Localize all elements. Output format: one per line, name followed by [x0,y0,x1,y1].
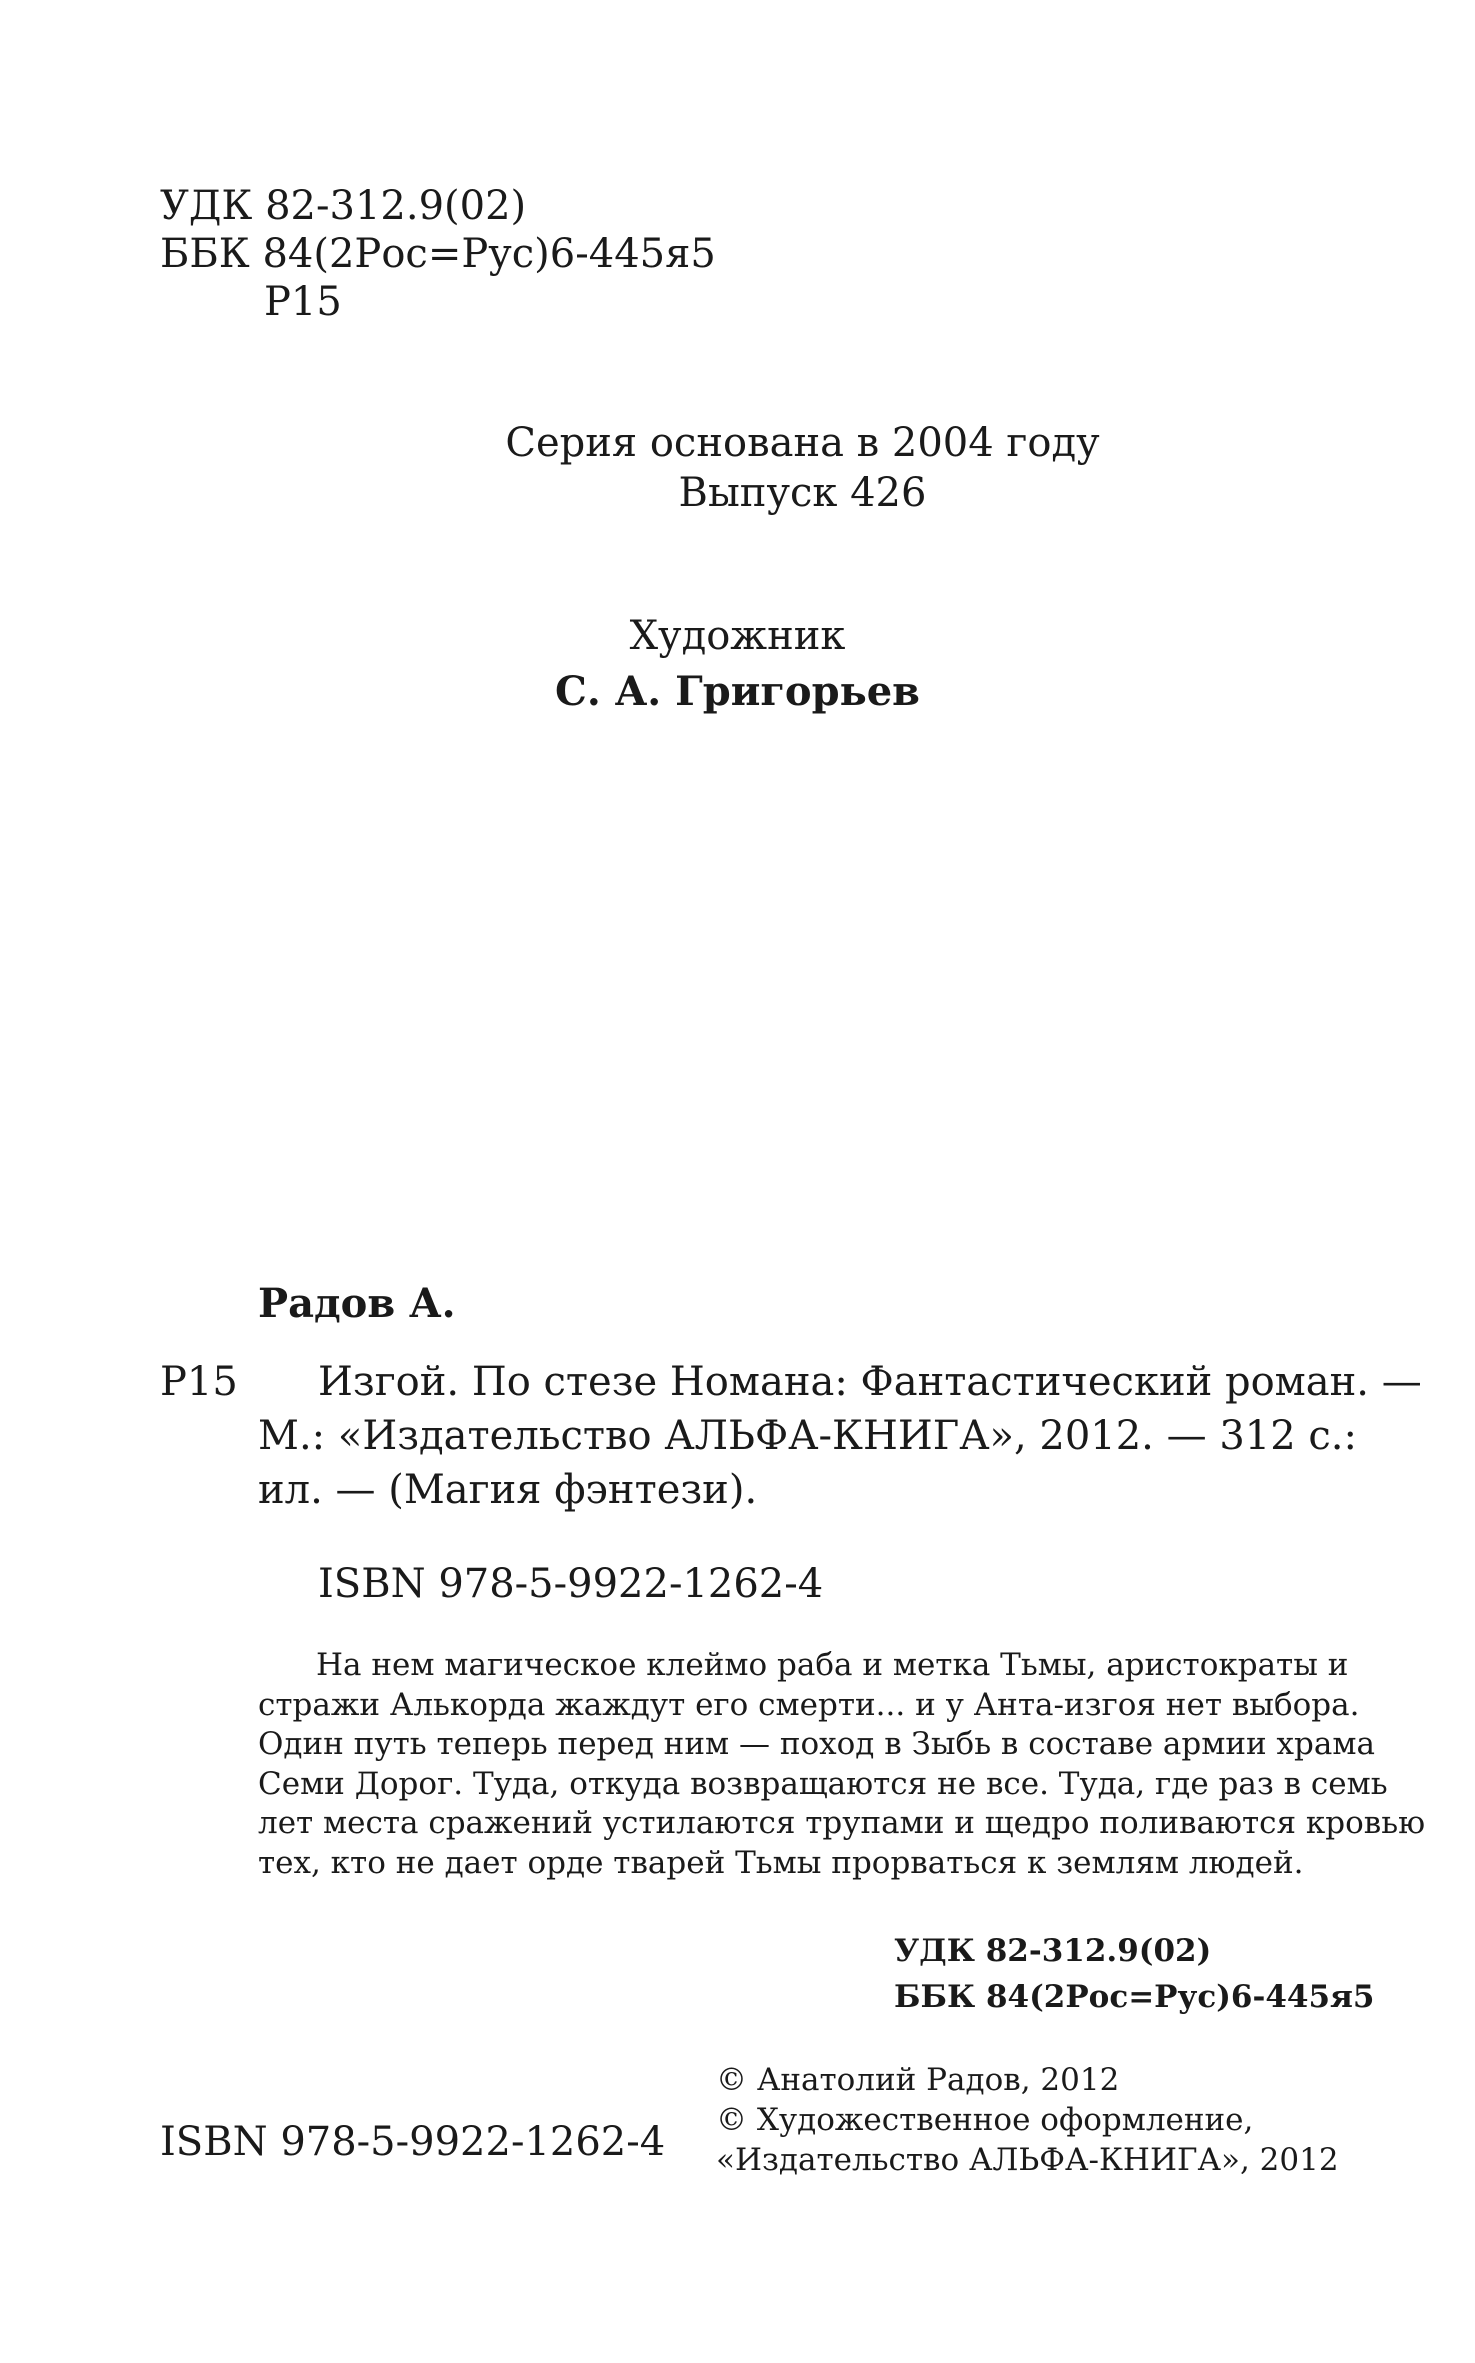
series-founded: Серия основана в 2004 году [505,420,1100,466]
copyright-publisher: «Издательство АЛЬФА-КНИГА», 2012 [716,2142,1339,2178]
copyright-design: © Художественное оформление, [716,2102,1254,2138]
annotation [258,1646,1426,1883]
udk-code-bottom: УДК 82-312.9(02) [894,1933,1212,1969]
udk-code: УДК 82-312.9(02) [160,183,527,229]
bbk-code-bottom: ББК 84(2Рос=Рус)6-445я5 [894,1979,1375,2015]
annotation-line: тех, кто не дает орде тварей Тьмы прорваться к землям людей. [258,1844,1304,1881]
description-line: М.: «Издательство АЛЬФА-КНИГА», 2012. — 312 с.: [258,1413,1357,1459]
top-classification-block [160,182,716,326]
bottom-classification-block [894,1928,1375,2020]
copyright-author: © Анатолий Радов, 2012 [716,2062,1120,2098]
author-sign: Р15 [264,279,342,325]
series-issue: Выпуск 426 [678,470,927,516]
bbk-code: ББК 84(2Рос=Рус)6-445я5 [160,231,716,277]
artist-name: С. А. Григорьев [555,668,920,715]
catalog-isbn: ISBN 978-5-9922-1262-4 [318,1561,824,1607]
description-line: ил. — (Магия фэнтези). [258,1467,758,1513]
catalog-author: Радов А. [258,1280,456,1327]
annotation-line: стражи Алькорда жаждут его смерти... и у Анта-изгоя нет выбора. [258,1686,1360,1723]
artist-credit [0,608,1475,720]
artist-label: Художник [629,613,846,659]
catalog-description [258,1355,1422,1517]
catalog-code: Р15 [160,1359,238,1405]
annotation-line: Один путь теперь перед ним — поход в Зыбь в составе армии храма [258,1726,1375,1762]
copyright-block [716,2060,1339,2180]
series-info [0,418,1475,518]
description-line: Изгой. По стезе Номана: Фантастический роман. — [318,1359,1422,1405]
annotation-line: Семи Дорог. Туда, откуда возвращаются не все. Туда, где раз в семь [258,1765,1388,1802]
annotation-line: лет места сражений устилаются трупами и щедро поливаются кровью [258,1805,1426,1841]
annotation-line: На нем магическое клеймо раба и метка Тьмы, аристократы и [316,1647,1349,1683]
isbn-bottom: ISBN 978-5-9922-1262-4 [160,2119,666,2165]
